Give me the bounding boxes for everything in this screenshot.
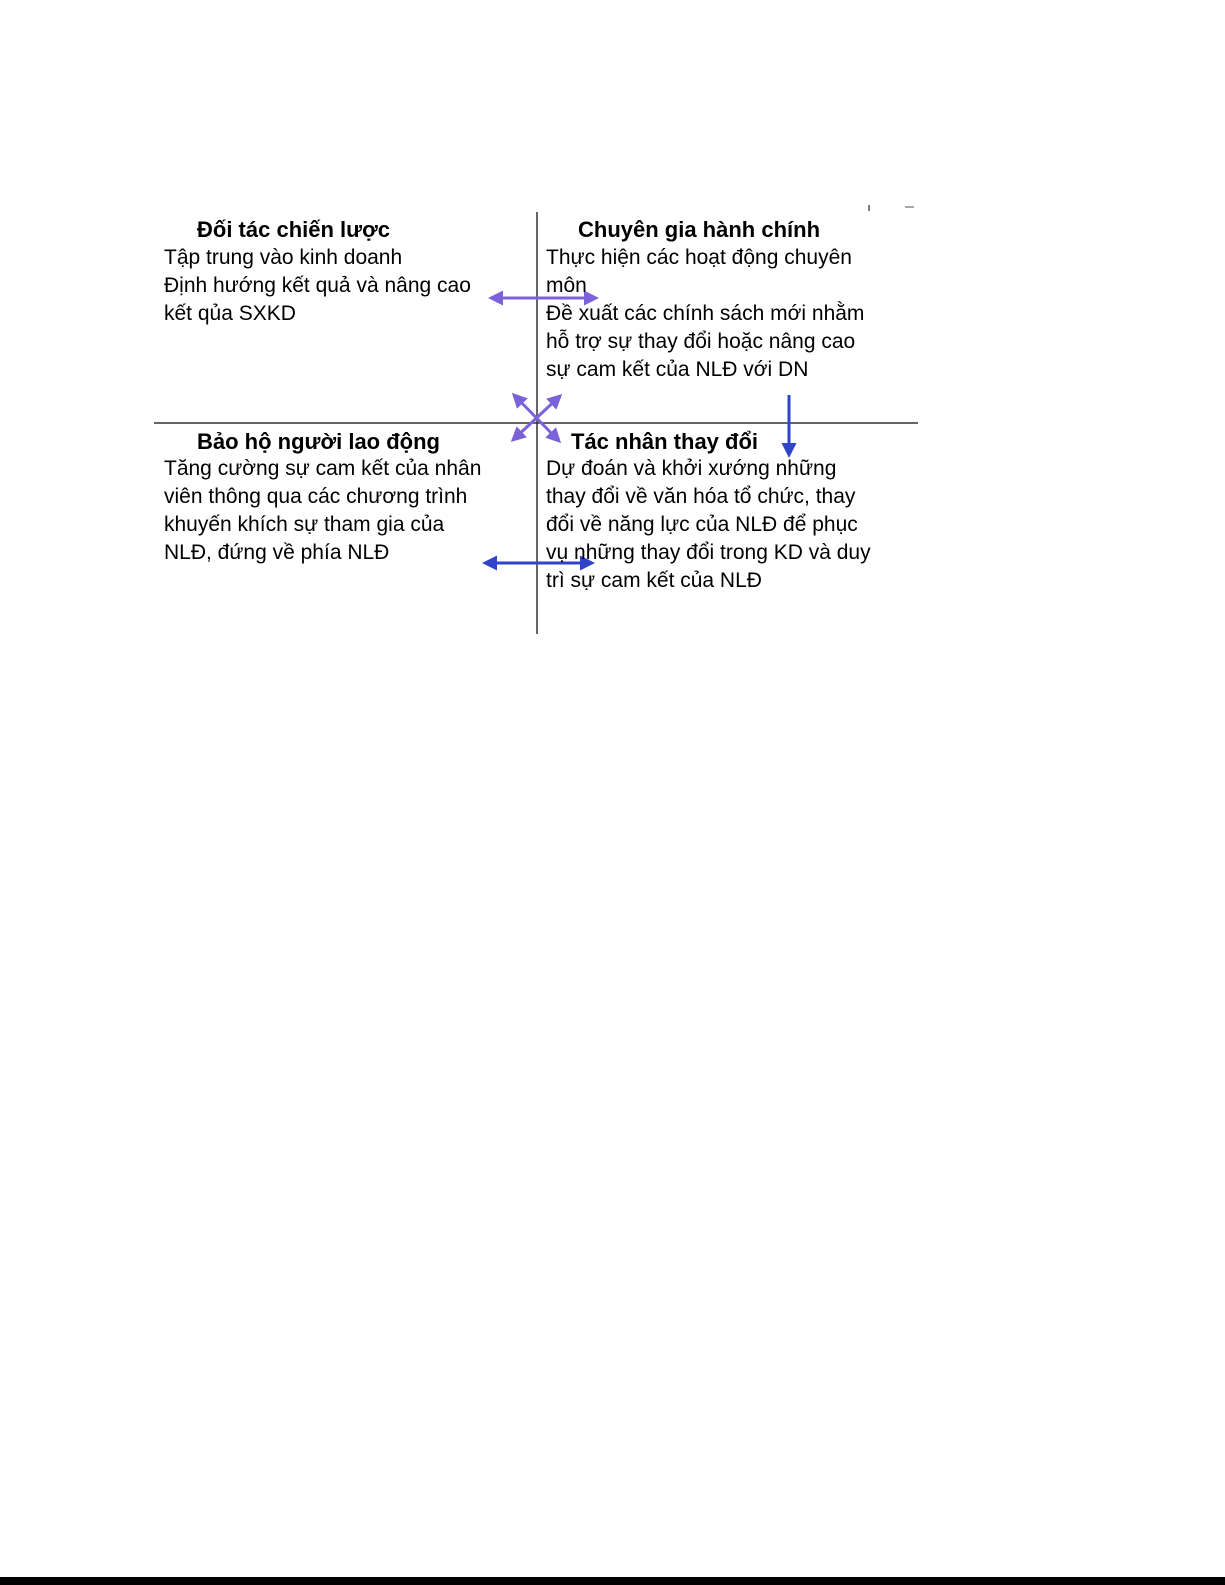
change-agent-text	[546, 455, 871, 595]
admin-expert-title: Chuyên gia hành chính	[578, 217, 821, 242]
text-line: đổi về năng lực của NLĐ để phục	[546, 513, 858, 536]
text-line: Tập trung vào kinh doanh	[164, 246, 403, 269]
text-line: Định hướng kết quả và nâng cao	[164, 274, 471, 297]
text-line: hỗ trợ sự thay đổi hoặc nâng cao	[546, 330, 856, 353]
text-line: Dự đoán và khởi xướng những	[546, 457, 837, 480]
page-bottom-border	[0, 1577, 1225, 1585]
change-agent-title: Tác nhân thay đổi	[571, 429, 759, 454]
text-line: trì sự cam kết của NLĐ	[546, 569, 762, 592]
text-line: sự cam kết của NLĐ với DN	[546, 358, 809, 381]
text-line: viên thông qua các chương trình	[164, 485, 468, 508]
text-line: khuyến khích sự tham gia của	[164, 513, 445, 536]
strategic-partner-title: Đối tác chiến lược	[197, 217, 390, 242]
text-line: NLĐ, đứng về phía NLĐ	[164, 541, 390, 564]
strategic-partner-text	[164, 244, 471, 328]
text-line: Đề xuất các chính sách mới nhằm	[546, 302, 865, 325]
employee-champion-title: Bảo hộ người lao động	[197, 429, 440, 454]
text-line: thay đổi về văn hóa tổ chức, thay	[546, 485, 856, 508]
employee-champion-text	[164, 455, 481, 567]
text-line: vụ những thay đổi trong KD và duy	[546, 541, 871, 564]
text-line: kết qủa SXKD	[164, 302, 296, 325]
text-line: Tăng cường sự cam kết của nhân	[164, 457, 482, 480]
admin-expert-text	[546, 244, 864, 384]
text-line: Thực hiện các hoạt động chuyên	[546, 246, 852, 269]
text-line: môn	[546, 274, 587, 297]
